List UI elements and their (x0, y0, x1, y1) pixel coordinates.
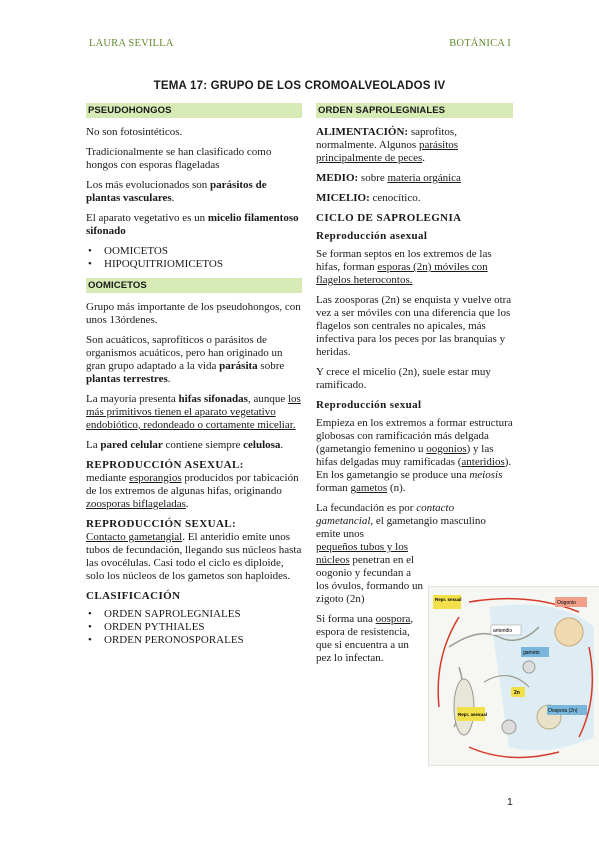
wrapped-text (316, 541, 424, 665)
label-oogonio: Oogonio (557, 600, 576, 606)
subheading-ciclo: CICLO DE SAPROLEGNIA (316, 212, 462, 224)
paragraph: Se forman septos en los extremos de las hifas, forman esporas (2n) móviles con flagelos heterocontos. (316, 248, 492, 286)
paragraph: REPRODUCCIÓN ASEXUAL: mediante esporangios producidos por tabicación de los extremos de algunas hifas, originando zoosporas biflageladas. (86, 459, 299, 510)
subheading-repro-asexual: Reproducción asexual (316, 230, 428, 242)
paragraph: ALIMENTACIÓN: saprofitos, normalmente. Algunos parásitos principalmente de peces. (316, 126, 459, 164)
paragraph: Tradicionalmente se han clasificado como hongos con esporas flageladas (86, 146, 272, 171)
label-anteridio: anteridio (493, 628, 513, 634)
subheading-clasificacion: CLASIFICACIÓN (86, 590, 181, 602)
subheading-repro-sexual: Reproducción sexual (316, 399, 422, 411)
bullet-list (86, 245, 302, 271)
paragraph: MICELIO: cenocítico. (316, 192, 421, 204)
label-2n: 2n (514, 690, 520, 696)
paragraph: MEDIO: sobre materia orgánica (316, 172, 461, 184)
paragraph: Y crece el micelio (2n), suele estar muy ramificado. (316, 366, 491, 391)
paragraph: La mayoría presenta hifas sifonadas, aunque los más primitivos tienen el aparato vegetativo endobiótico, redondeado o cortamente miceliar. (86, 393, 301, 431)
paragraph: Las zoosporas (2n) se enquista y vuelve otra vez a ser móviles con una diferencia que los flagelos son centrales no apicales, más infectiva para los peces por las branquias y heridas. (316, 294, 512, 358)
section-band-saprolegniales: ORDEN SAPROLEGNIALES (316, 103, 513, 118)
section-band-oomicetos: OOMICETOS (86, 278, 302, 293)
paragraph: REPRODUCCIÓN SEXUAL: Contacto gametangial. El anteridio emite unos tubos de fecundación, llegando sus núcleos hasta las ovocélulas. Casi todo el ciclo es diploide, solo los núcleos de los gametos son haploides. (86, 518, 302, 582)
list-item: • ORDEN PYTHIALES (86, 621, 302, 634)
paragraph: pequeños tubos y los núcleos penetran en el oogonio y fecundan a los óvulos, formando un zigoto (2n) (316, 541, 423, 605)
list-item: • ORDEN PERONOSPORALES (86, 634, 302, 647)
zoospore-shape (502, 720, 516, 734)
saprolegnia-life-cycle-figure (428, 586, 599, 766)
oogonium-shape (555, 618, 583, 646)
paragraph: Si forma una oospora, espora de resistencia, que si encuentra a un pez lo infectan. (316, 613, 414, 664)
paragraph: La fecundación es por contacto gametancial, el gametangio masculino emite unos (316, 502, 486, 540)
label-oospora: Oospora (2n) (548, 708, 578, 714)
paragraph: El aparato vegetativo es un micelio filamentoso sifonado (86, 212, 299, 237)
page-number: 1 (507, 796, 513, 808)
header-subject: BOTÁNICA I (449, 38, 511, 49)
zoospore-shape (523, 661, 535, 673)
label-repr-asexual: Repr. asexual (458, 712, 488, 717)
paragraph: Los más evolucionados son parásitos de plantas vasculares. (86, 179, 267, 204)
page-title: TEMA 17: GRUPO DE LOS CROMOALVEOLADOS IV (153, 80, 446, 92)
paragraph: La pared celular contiene siempre celulosa. (86, 439, 284, 451)
paragraph: Empieza en los extremos a formar estructura globosas con ramificación más delgada (gametangio femenino u oogonios) y las hifas delgadas muy ramificadas (anteridios). En los gametangio se produce una meiosis forman gametos (n). (316, 417, 513, 494)
section-band-pseudohongos: PSEUDOHONGOS (86, 103, 302, 118)
paragraph: Grupo más importante de los pseudohongos, con unos 13órdenes. (86, 301, 301, 326)
list-item: • HIPOQUITRIOMICETOS (86, 258, 302, 271)
left-column (86, 103, 302, 654)
label-repr-sexual: Repr. sexual (435, 597, 462, 602)
list-item: • OOMICETOS (86, 245, 302, 258)
header-author: LAURA SEVILLA (89, 38, 174, 49)
paragraph: No son fotosintéticos. (86, 126, 183, 138)
bullet-list (86, 608, 302, 647)
paragraph: Son acuáticos, saprofíticos o parásitos de organismos acuáticos, pero han originado un gran grupo adaptado a la vida parásita sobre plantas terrestres. (86, 334, 285, 385)
label-gameto: gameto (523, 650, 540, 656)
list-item: • ORDEN SAPROLEGNIALES (86, 608, 302, 621)
life-cycle-diagram (429, 587, 599, 765)
